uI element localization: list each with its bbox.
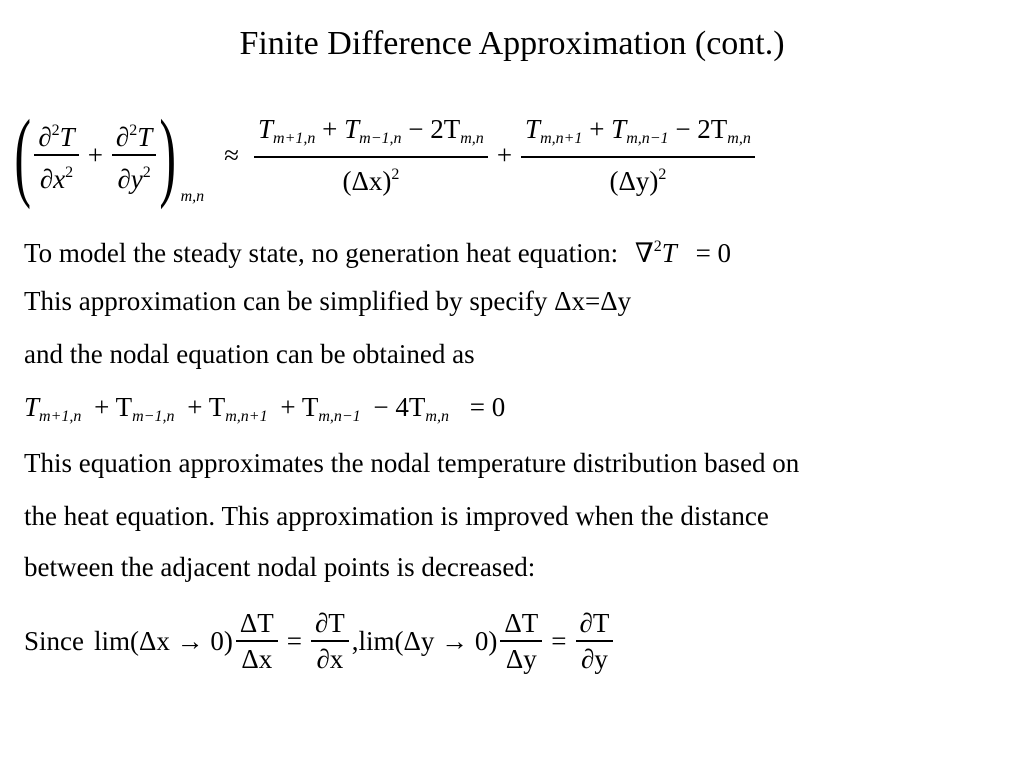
steady-state-line: To model the steady state, no generation heat equation: ∇$^2$T = 0 <box>24 238 732 268</box>
right-paren: ) <box>159 99 177 210</box>
limit-y: lim(Δy → 0) <box>358 625 498 656</box>
plus-sign-2: + <box>496 139 513 170</box>
subscript-mn: m,n <box>180 188 205 205</box>
slide-title: Finite Difference Approximation (cont.) <box>239 25 785 62</box>
since-label: Since <box>24 625 84 656</box>
nodal-equation: $T_{m+1,n} + T_{m-1,n} + T_{m,n+1} + T_{m,n-1} - 4T_{m,n} = 0$ <box>24 392 506 425</box>
simplify-line: This approximation can be simplified by specify Δx=Δy <box>24 286 632 316</box>
equals-sign: = <box>286 625 302 656</box>
dT-dy-partial-fraction: $\frac{\partial T}{\partial y}$ <box>576 606 614 676</box>
d2T-dx2-fraction: $\frac{\partial^2T}{\partial x^2}$ <box>34 114 78 196</box>
paragraph-line-2: the heat equation. This approximation is improved when the distance <box>24 501 769 531</box>
equals-sign-2: = <box>551 625 567 656</box>
paragraph-line-3: between the adjacent nodal points is decreased: <box>24 552 536 582</box>
dT-dy-finite-fraction: $\frac{\Delta T}{\Delta y}$ <box>500 606 542 676</box>
y-difference-fraction: $\frac{T_{m,n+1} + T_{m,n-1} - 2T_{m,n}}{(\Delta y)^2}$ <box>521 112 755 198</box>
limit-equation <box>24 600 616 682</box>
left-paren: ( <box>14 99 31 210</box>
d2T-dy2-fraction: $\frac{\partial^2T}{\partial y^2}$ <box>112 114 156 196</box>
approx-sign: ≈ <box>224 139 239 170</box>
dT-dx-partial-fraction: $\frac{\partial T}{\partial x}$ <box>311 606 349 676</box>
x-difference-fraction: $\frac{T_{m+1,n} + T_{m-1,n} - 2T_{m,n}}{(\Delta x)^2}$ <box>254 112 488 198</box>
paragraph-line-1: This equation approximates the nodal temperature distribution based on <box>24 448 800 478</box>
nodal-intro-line: and the nodal equation can be obtained as <box>24 339 475 369</box>
limit-x: lim(Δx → 0) <box>94 625 233 656</box>
dT-dx-finite-fraction: $\frac{\Delta T}{\Delta x}$ <box>236 606 278 676</box>
comma: , <box>351 625 359 656</box>
finite-difference-equation <box>14 100 758 210</box>
plus-sign: + <box>87 139 103 170</box>
